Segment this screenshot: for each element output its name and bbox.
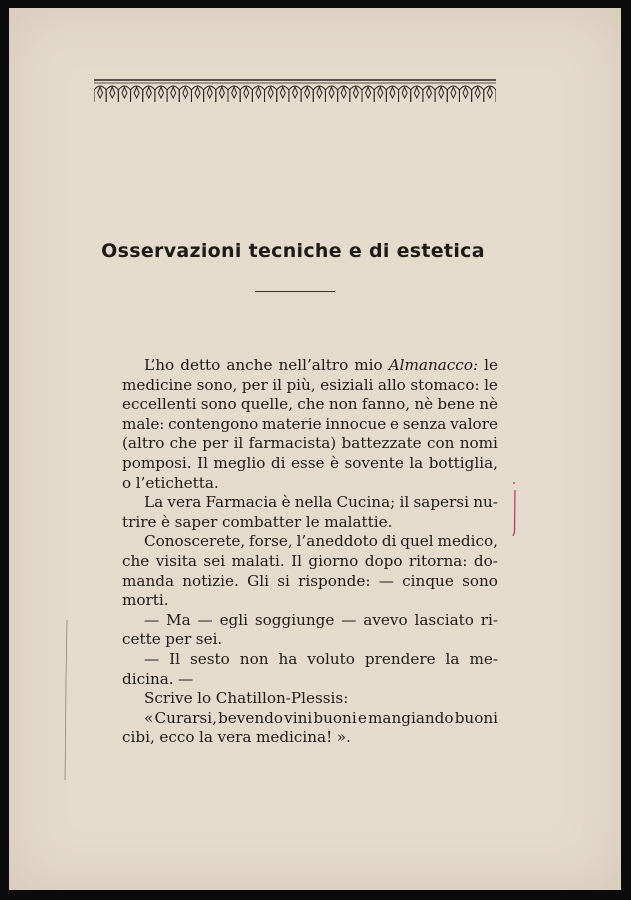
word: medicina! [255, 728, 333, 747]
word: lo [197, 689, 212, 708]
text-line [122, 395, 498, 415]
word: nu- [473, 493, 498, 512]
word: giorno [308, 551, 359, 570]
text-line [122, 728, 498, 748]
word: e [389, 414, 399, 433]
word: morti. [122, 591, 169, 610]
word: eccellenti [122, 395, 197, 414]
text-line [122, 532, 498, 552]
word: è [161, 512, 171, 531]
text-line [122, 434, 498, 454]
red-margin-mark [509, 476, 519, 538]
word: l’aneddoto [296, 532, 378, 551]
page-title: Osservazioni tecniche e di estetica [101, 240, 485, 262]
word: vera [167, 493, 202, 512]
word: farmacista) [248, 434, 337, 453]
word: avevo [363, 610, 408, 629]
word: medicine [122, 375, 193, 394]
text-line [122, 650, 498, 670]
word: combatter [221, 512, 302, 531]
word: — [178, 669, 194, 688]
word: le [484, 356, 498, 374]
word: nell’altro [278, 356, 349, 374]
word: sapersi [413, 493, 469, 512]
word: non [239, 649, 269, 668]
word: buoni [454, 708, 498, 727]
word: allo [377, 375, 406, 394]
word: vera [217, 728, 252, 747]
word: materie [262, 414, 322, 433]
word: si [277, 571, 290, 590]
word: Scrive [144, 689, 193, 708]
word: stomaco: [410, 375, 480, 394]
word: per [241, 375, 268, 394]
word: me- [469, 649, 498, 668]
text-line [122, 611, 498, 631]
word: di [381, 532, 397, 551]
word: La [144, 493, 164, 512]
word: o [122, 473, 132, 492]
word: il [272, 375, 282, 394]
text-line [122, 709, 498, 729]
word: egli [219, 610, 248, 629]
word: e [357, 708, 367, 727]
word: malattie. [324, 512, 393, 531]
word: mangiando [368, 708, 454, 727]
word: fanno, [361, 395, 411, 414]
pencil-margin-mark [64, 620, 68, 780]
word: L’ho [144, 356, 175, 374]
word: nella [294, 493, 333, 512]
text-line [122, 415, 498, 435]
word: ha [278, 649, 298, 668]
word: che [297, 395, 325, 414]
word: le [484, 375, 498, 394]
text-line [122, 670, 498, 690]
book-page [9, 8, 621, 890]
word: quel [400, 532, 434, 551]
word: nè [414, 395, 434, 414]
word: l’etichetta. [135, 473, 219, 492]
word: bevendo [218, 708, 284, 727]
word: che [122, 551, 150, 570]
word: nè [479, 395, 498, 414]
word: male: [122, 414, 165, 433]
word: è [329, 453, 339, 472]
word: dopo [364, 551, 403, 570]
word: Ma [166, 610, 191, 629]
word: esiziali [320, 375, 374, 394]
word: dicina. [122, 669, 174, 688]
word: Il [291, 551, 302, 570]
word: nomi [459, 434, 498, 453]
word: trire [122, 512, 157, 531]
word: sei [203, 551, 226, 570]
text-line [122, 689, 498, 709]
word: sono [200, 395, 237, 414]
word: innocue [325, 414, 387, 433]
text-line [122, 356, 498, 376]
word: Conoscerete, [144, 532, 246, 551]
word: per [202, 434, 229, 453]
word: cibi, [122, 728, 155, 747]
word: Almanacco: [388, 356, 479, 374]
word: più, [286, 375, 316, 394]
word: ri- [480, 610, 498, 629]
text-line [122, 474, 498, 494]
word: — [144, 649, 160, 668]
word: « [144, 708, 154, 727]
word: ecco [159, 728, 195, 747]
word: — [197, 610, 213, 629]
word: detto [180, 356, 221, 374]
word: bottiglia, [428, 453, 498, 472]
word: soggiunge [254, 610, 335, 629]
text-line [122, 376, 498, 396]
word: la [199, 728, 213, 747]
word: anche [226, 356, 273, 374]
word: non [328, 395, 358, 414]
word: ». [336, 728, 351, 747]
word: di [270, 453, 286, 472]
word: il [399, 493, 410, 512]
word: risponde: [298, 571, 371, 590]
word: con [426, 434, 455, 453]
word: saper [174, 512, 218, 531]
word: per [165, 630, 192, 649]
ornament-border-icon [94, 78, 496, 104]
word: battezzate [341, 434, 422, 453]
word: medico, [437, 532, 498, 551]
word: voluto [307, 649, 355, 668]
word: buoni [313, 708, 357, 727]
word: cette [122, 630, 161, 649]
word: sovente [344, 453, 404, 472]
word: (altro [122, 434, 165, 453]
word: contengono [168, 414, 259, 433]
text-line [122, 591, 498, 611]
word: sesto [189, 649, 230, 668]
word: cinque [402, 571, 454, 590]
word: — [378, 571, 394, 590]
word: sono [462, 571, 498, 590]
word: la [445, 649, 460, 668]
text-line [122, 630, 498, 650]
word: vini [284, 708, 313, 727]
word: prendere [364, 649, 436, 668]
word: Cucina; [336, 493, 396, 512]
word: le [305, 512, 320, 531]
word: il [233, 434, 244, 453]
title-divider [255, 291, 335, 292]
word: valore [450, 414, 498, 433]
text-line [122, 572, 498, 592]
body-text [122, 356, 498, 748]
word: Il [169, 649, 181, 668]
word: malati. [231, 551, 285, 570]
word: visita [155, 551, 197, 570]
word: la [409, 453, 424, 472]
word: — [144, 610, 160, 629]
word: manda [122, 571, 175, 590]
word: Il [197, 453, 208, 472]
word: forse, [249, 532, 293, 551]
word: meglio [213, 453, 266, 472]
text-line [122, 493, 498, 513]
word: quelle, [240, 395, 293, 414]
word: — [341, 610, 357, 629]
word: do- [473, 551, 498, 570]
word: ritorna: [408, 551, 468, 570]
word: lasciato [414, 610, 474, 629]
word: esse [290, 453, 325, 472]
word: senza [402, 414, 447, 433]
word: sono, [196, 375, 238, 394]
word: mio [354, 356, 383, 374]
word: bene [437, 395, 475, 414]
word: Gli [247, 571, 269, 590]
word: sei. [195, 630, 223, 649]
text-line [122, 454, 498, 474]
word: è [281, 493, 291, 512]
text-line [122, 552, 498, 572]
word: che [169, 434, 197, 453]
word: notizie. [182, 571, 239, 590]
word: Farmacia [205, 493, 278, 512]
text-line [122, 513, 498, 533]
word: Chatillon-Plessis: [215, 689, 349, 708]
word: pomposi. [122, 453, 192, 472]
word: Curarsi, [154, 708, 217, 727]
